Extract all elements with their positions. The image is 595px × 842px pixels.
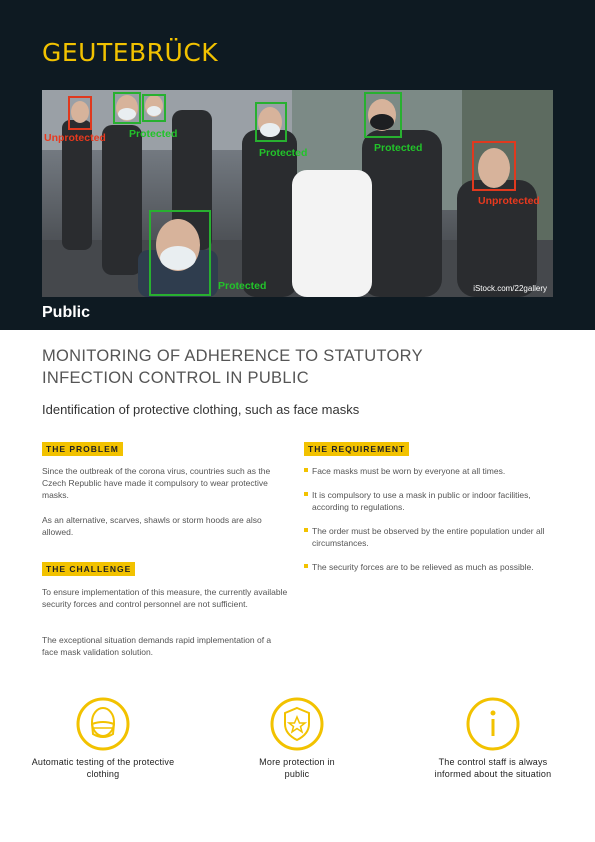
problem-paragraph: Since the outbreak of the corona virus, countries such as the Czech Republic have made it compulsory to wear protective masks. [42, 466, 271, 500]
header-band [0, 0, 595, 330]
face-mask-icon [75, 696, 131, 752]
photo-credit: iStock.com/22gallery [473, 284, 547, 293]
detection-label: Protected [374, 142, 423, 154]
detection-label: Protected [259, 147, 308, 159]
detection-box [142, 94, 166, 122]
page-subtitle: Identification of protective clothing, such as face masks [42, 402, 360, 417]
brand-logo: GEUTEBRÜCK [42, 38, 219, 67]
list-item [304, 525, 554, 549]
bullet-square [304, 468, 308, 472]
feature-text: Automatic testing of the protective clothing [31, 757, 175, 779]
challenge-paragraph: To ensure implementation of this measure, the currently available security forces and control personnel are not sufficient. [42, 587, 288, 609]
requirement-list [304, 465, 554, 585]
list-item [304, 489, 554, 513]
feature-protection [222, 696, 372, 780]
feature-testing [28, 696, 178, 780]
detection-box [255, 102, 287, 142]
requirement-heading: THE REQUIREMENT [304, 442, 409, 456]
challenge-heading: THE CHALLENGE [42, 562, 135, 576]
list-item-text: The order must be observed by the entire population under all circumstances. [312, 526, 545, 548]
detection-label: Unprotected [44, 132, 106, 144]
detection-label: Protected [218, 280, 267, 292]
detection-box [113, 92, 141, 124]
list-item-text: The security forces are to be relieved as much as possible. [312, 562, 534, 572]
page-title: MONITORING OF ADHERENCE TO STATUTORY INFECTION CONTROL IN PUBLIC [42, 347, 423, 387]
detection-box [149, 210, 211, 296]
detection-label: Unprotected [478, 195, 540, 207]
bullet-square [304, 492, 308, 496]
list-item [304, 561, 554, 573]
list-item [304, 465, 554, 477]
list-item-text: It is compulsory to use a mask in public or indoor facilities, according to regulations. [312, 490, 531, 512]
problem-heading: THE PROBLEM [42, 442, 123, 456]
detection-box [68, 96, 92, 130]
challenge-paragraph: The exceptional situation demands rapid implementation of a face mask validation solution. [42, 635, 272, 657]
list-item-text: Face masks must be worn by everyone at all times. [312, 466, 506, 476]
info-icon [465, 696, 521, 752]
feature-text: The control staff is always informed about the situation [434, 757, 552, 779]
detection-box [472, 141, 516, 191]
feature-information [418, 696, 568, 780]
bullet-square [304, 564, 308, 568]
detection-box [364, 92, 402, 138]
problem-paragraph: As an alternative, scarves, shawls or storm hoods are also allowed. [42, 515, 262, 537]
feature-text: More protection in public [259, 757, 335, 779]
hero-photo [42, 90, 553, 297]
detection-label: Protected [129, 128, 178, 140]
police-badge-icon [269, 696, 325, 752]
bullet-square [304, 528, 308, 532]
section-label: Public [42, 304, 91, 321]
